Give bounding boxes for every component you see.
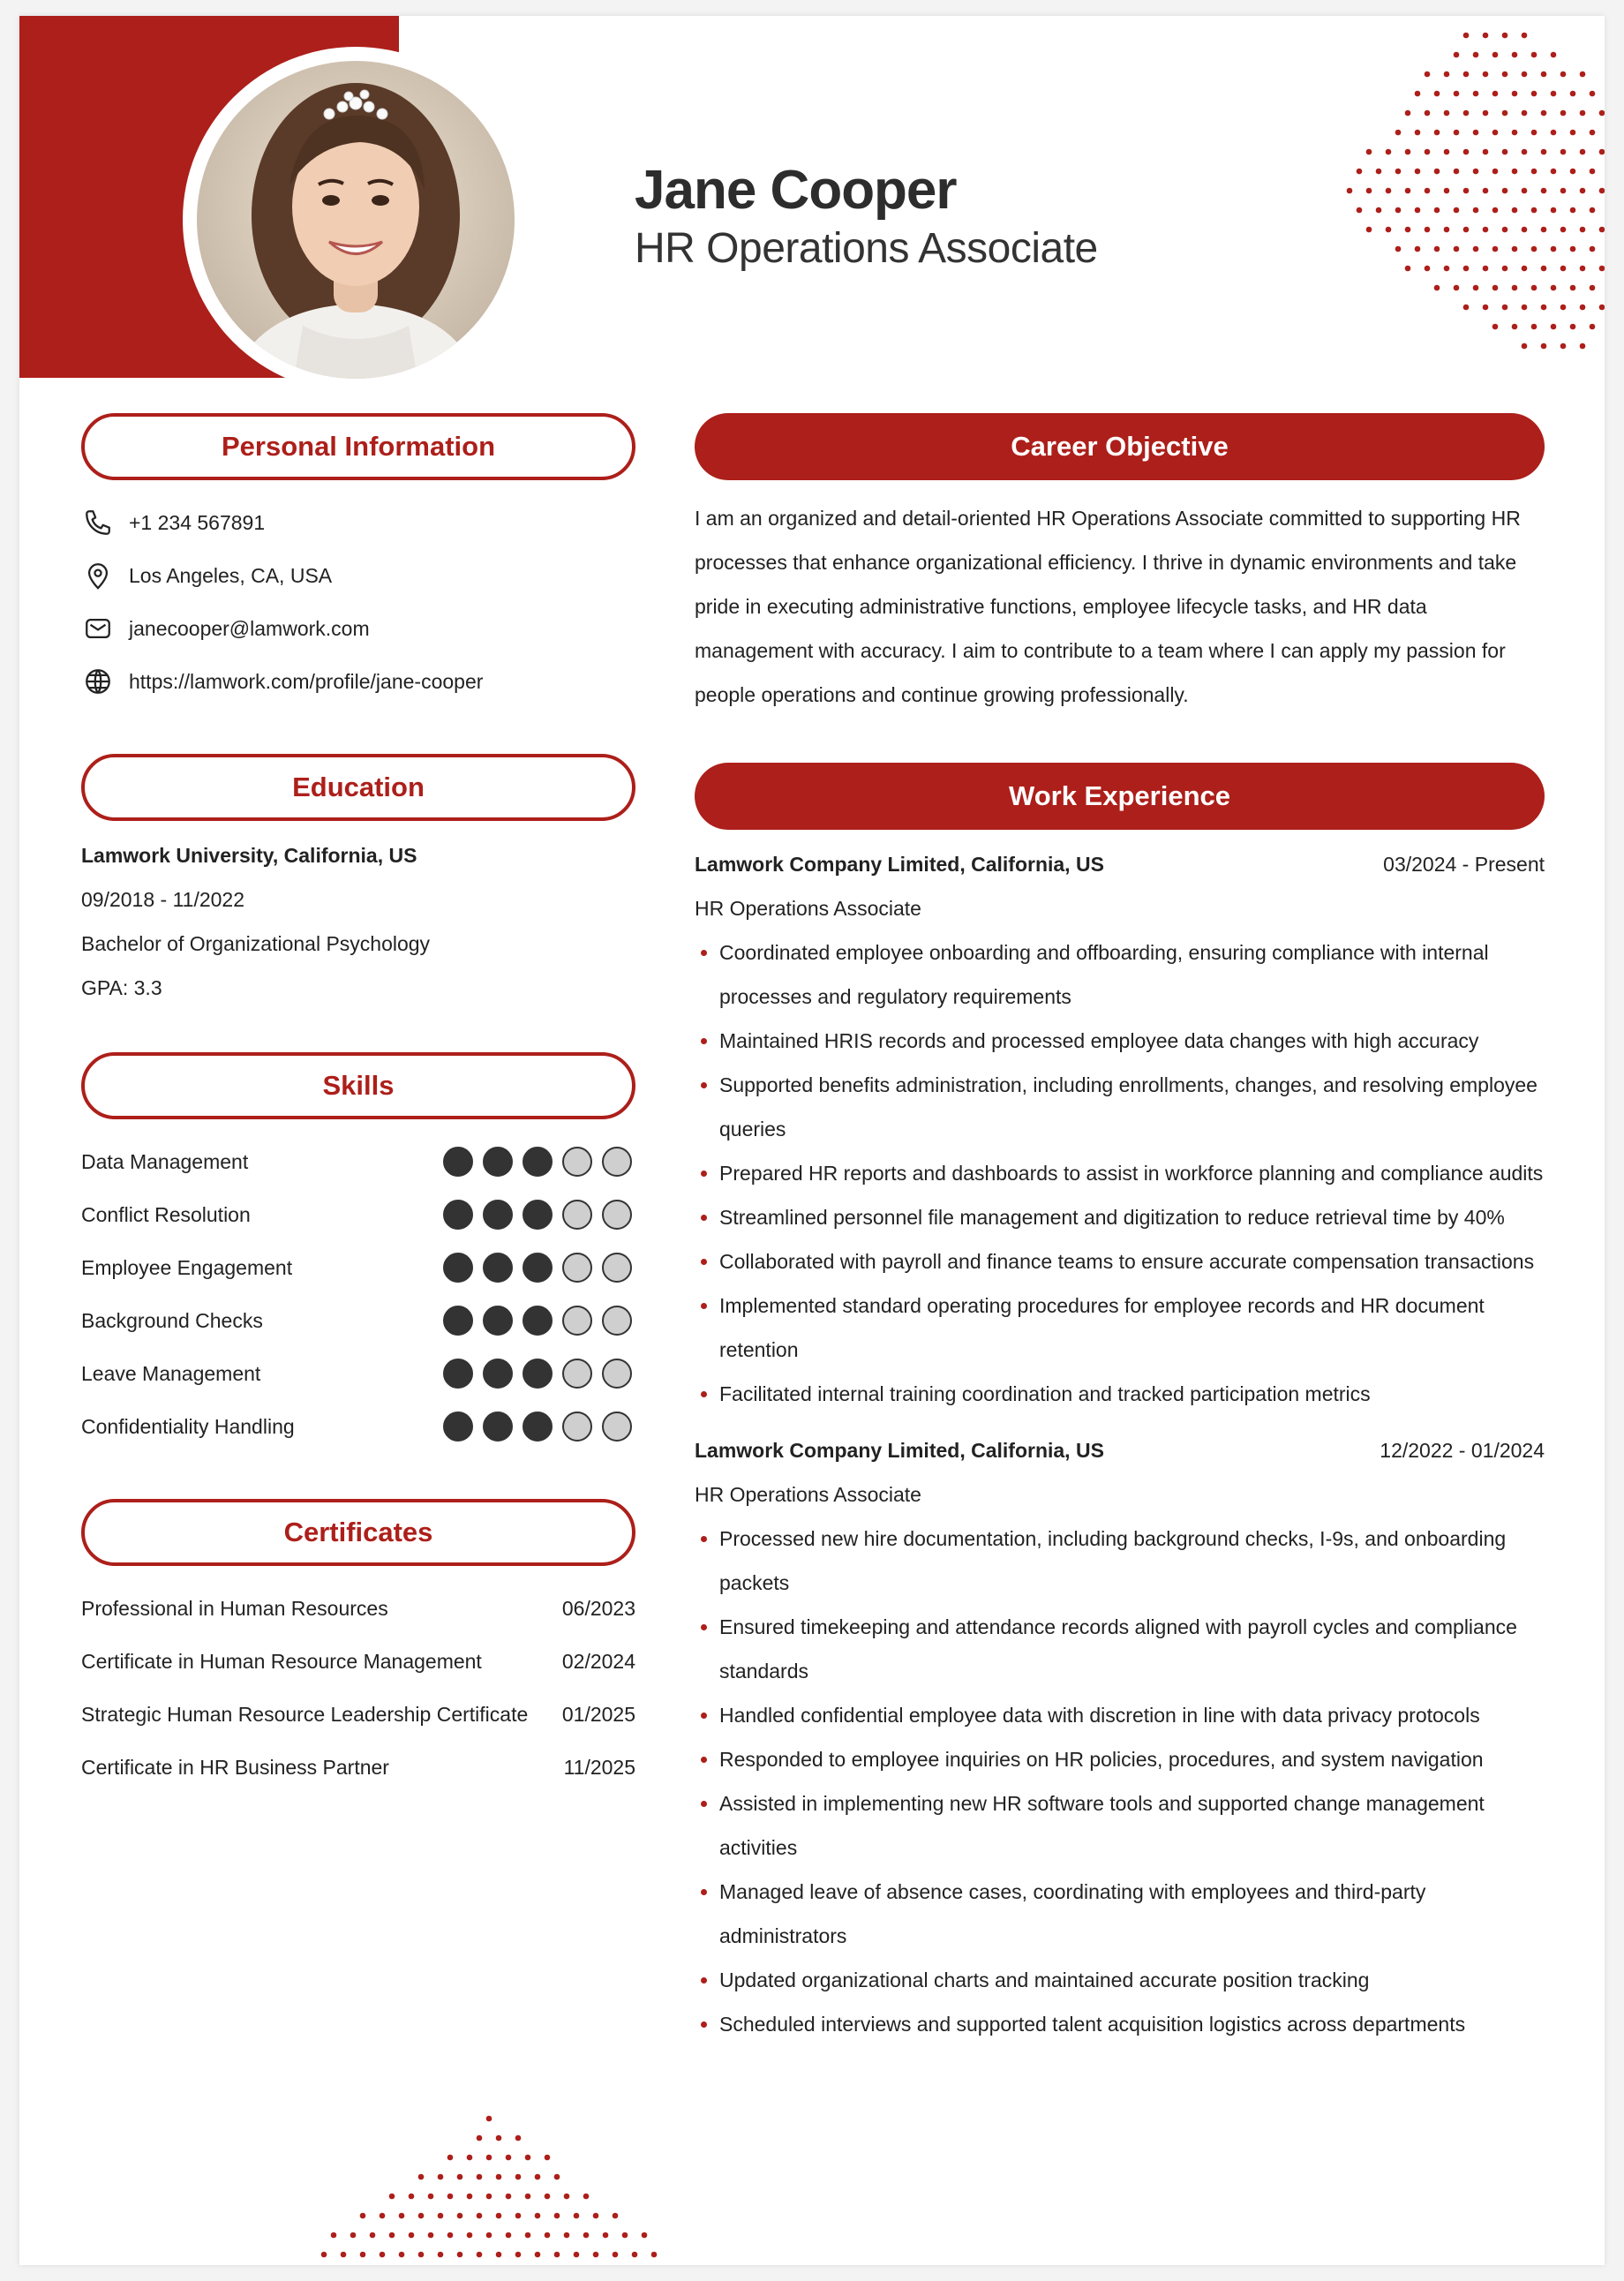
certificate-name: Professional in Human Resources	[81, 1596, 388, 1620]
skill-row	[81, 1347, 635, 1400]
skills-list	[81, 1135, 635, 1453]
job-bullets	[695, 1517, 1545, 2046]
rating-dot-empty	[602, 1306, 632, 1336]
contact-list	[81, 496, 635, 708]
job-header	[695, 842, 1545, 886]
contact-website-text[interactable]: https://lamwork.com/profile/jane-cooper	[129, 669, 484, 693]
job-entry	[695, 842, 1545, 1416]
rating-dot-filled	[523, 1306, 553, 1336]
job-role: HR Operations Associate	[695, 1483, 921, 1506]
job-bullets	[695, 930, 1545, 1416]
certificate-date: 11/2025	[563, 1755, 635, 1779]
right-column	[695, 413, 1545, 2046]
job-bullet: Prepared HR reports and dashboards to assist in workforce planning and compliance audits	[695, 1151, 1545, 1195]
job-bullet: Handled confidential employee data with discretion in line with data privacy protocols	[695, 1693, 1545, 1737]
left-column	[81, 413, 635, 1794]
candidate-title: HR Operations Associate	[635, 225, 1098, 272]
rating-dot-empty	[602, 1147, 632, 1177]
job-bullet: Scheduled interviews and supported talent acquisition logistics across departments	[695, 2002, 1545, 2046]
mail-icon	[81, 612, 115, 645]
rating-dot-filled	[483, 1412, 513, 1442]
certificate-date: 06/2023	[561, 1596, 635, 1620]
decorative-dot-pattern-top-right	[1340, 16, 1605, 360]
certificates-list	[81, 1582, 635, 1794]
contact-email-text[interactable]: janecooper@lamwork.com	[129, 616, 370, 640]
rating-dot-filled	[443, 1306, 473, 1336]
job-bullet: Coordinated employee onboarding and offboarding, ensuring compliance with internal processes and regulatory requirements	[695, 930, 1545, 1019]
location-pin-icon	[81, 559, 115, 592]
job-dates: 12/2022 - 01/2024	[1380, 1439, 1545, 1462]
job-bullet: Managed leave of absence cases, coordinating with employees and third-party administrators	[695, 1870, 1545, 1958]
education-degree: Bachelor of Organizational Psychology	[81, 932, 431, 955]
work-experience-list	[695, 842, 1545, 2046]
skill-rating	[443, 1253, 632, 1283]
profile-photo	[197, 61, 515, 379]
rating-dot-empty	[562, 1200, 592, 1230]
job-bullet: Supported benefits administration, including enrollments, changes, and resolving employee queries	[695, 1063, 1545, 1151]
rating-dot-empty	[602, 1359, 632, 1389]
job-bullet: Processed new hire documentation, including background checks, I-9s, and onboarding packets	[695, 1517, 1545, 1605]
skill-row	[81, 1400, 635, 1453]
job-bullet: Streamlined personnel file management and digitization to reduce retrieval time by 40%	[695, 1195, 1545, 1239]
job-company: Lamwork Company Limited, California, US	[695, 1439, 1104, 1462]
contact-website	[81, 655, 635, 708]
contact-phone	[81, 496, 635, 549]
contact-email	[81, 602, 635, 655]
rating-dot-empty	[602, 1253, 632, 1283]
skill-rating	[443, 1200, 632, 1230]
globe-icon	[81, 665, 115, 698]
rating-dot-filled	[483, 1359, 513, 1389]
job-bullet: Facilitated internal training coordination and tracked participation metrics	[695, 1372, 1545, 1416]
rating-dot-filled	[443, 1359, 473, 1389]
rating-dot-filled	[443, 1253, 473, 1283]
education-dates: 09/2018 - 11/2022	[81, 888, 245, 911]
certificates-heading: Certificates	[81, 1499, 635, 1566]
job-dates: 03/2024 - Present	[1383, 853, 1545, 876]
certificate-name: Certificate in Human Resource Management	[81, 1649, 482, 1673]
rating-dot-filled	[443, 1147, 473, 1177]
skill-rating	[443, 1147, 632, 1177]
certificate-name: Strategic Human Resource Leadership Certificate	[81, 1702, 529, 1726]
skills-heading: Skills	[81, 1052, 635, 1119]
skill-name: Employee Engagement	[81, 1255, 293, 1279]
rating-dot-filled	[483, 1200, 513, 1230]
rating-dot-empty	[562, 1147, 592, 1177]
skill-row	[81, 1294, 635, 1347]
rating-dot-filled	[523, 1359, 553, 1389]
certificate-row	[81, 1582, 635, 1635]
decorative-dot-pattern-bottom	[275, 2080, 699, 2265]
job-bullet: Collaborated with payroll and finance teams to ensure accurate compensation transactions	[695, 1239, 1545, 1284]
job-bullet: Updated organizational charts and maintained accurate position tracking	[695, 1958, 1545, 2002]
job-bullet: Assisted in implementing new HR software tools and supported change management activities	[695, 1781, 1545, 1870]
job-bullet: Ensured timekeeping and attendance records aligned with payroll cycles and compliance standards	[695, 1605, 1545, 1693]
rating-dot-filled	[443, 1412, 473, 1442]
skill-name: Conflict Resolution	[81, 1202, 251, 1226]
job-bullet: Maintained HRIS records and processed employee data changes with high accuracy	[695, 1019, 1545, 1063]
rating-dot-empty	[602, 1412, 632, 1442]
personal-info-heading: Personal Information	[81, 413, 635, 480]
skill-row	[81, 1135, 635, 1188]
skill-row	[81, 1188, 635, 1241]
rating-dot-filled	[443, 1200, 473, 1230]
rating-dot-filled	[523, 1200, 553, 1230]
job-header	[695, 1428, 1545, 1472]
contact-location	[81, 549, 635, 602]
contact-location-text: Los Angeles, CA, USA	[129, 563, 333, 587]
education-school: Lamwork University, California, US	[81, 844, 417, 867]
rating-dot-filled	[483, 1306, 513, 1336]
rating-dot-filled	[523, 1412, 553, 1442]
job-company: Lamwork Company Limited, California, US	[695, 853, 1104, 876]
resume-page	[19, 16, 1605, 2265]
rating-dot-empty	[562, 1359, 592, 1389]
job-bullet: Responded to employee inquiries on HR policies, procedures, and system navigation	[695, 1737, 1545, 1781]
career-objective-heading: Career Objective	[695, 413, 1545, 480]
skill-name: Background Checks	[81, 1308, 263, 1332]
phone-icon	[81, 506, 115, 539]
rating-dot-empty	[562, 1306, 592, 1336]
skill-row	[81, 1241, 635, 1294]
candidate-name: Jane Cooper	[635, 160, 957, 221]
skill-rating	[443, 1412, 632, 1442]
skill-rating	[443, 1306, 632, 1336]
rating-dot-filled	[483, 1253, 513, 1283]
rating-dot-filled	[483, 1147, 513, 1177]
work-experience-heading: Work Experience	[695, 763, 1545, 830]
education-heading: Education	[81, 754, 635, 821]
rating-dot-filled	[523, 1253, 553, 1283]
job-entry	[695, 1428, 1545, 2046]
job-bullet: Implemented standard operating procedures for employee records and HR document retention	[695, 1284, 1545, 1372]
certificate-row	[81, 1635, 635, 1688]
rating-dot-empty	[602, 1200, 632, 1230]
contact-phone-text[interactable]: +1 234 567891	[129, 510, 266, 534]
rating-dot-empty	[562, 1253, 592, 1283]
rating-dot-filled	[523, 1147, 553, 1177]
profile-photo-frame	[183, 47, 529, 393]
skill-name: Confidentiality Handling	[81, 1414, 295, 1438]
career-objective-text: I am an organized and detail-oriented HR Operations Associate committed to supporting HR processes that enhance organizational efficiency. I thrive in dynamic environments and take pride in executing administrative functions, employee lifecycle tasks, and HR data management with accuracy. I aim to contribute to a team where I can apply my passion for people operations and continue growing professionally.	[695, 507, 1521, 706]
certificate-date: 02/2024	[561, 1649, 635, 1673]
skill-name: Leave Management	[81, 1361, 261, 1385]
job-role: HR Operations Associate	[695, 897, 921, 920]
education-entry	[81, 833, 635, 1010]
certificate-date: 01/2025	[561, 1702, 635, 1726]
skill-name: Data Management	[81, 1149, 249, 1173]
skill-rating	[443, 1359, 632, 1389]
certificate-name: Certificate in HR Business Partner	[81, 1755, 389, 1779]
certificate-row	[81, 1688, 635, 1741]
rating-dot-empty	[562, 1412, 592, 1442]
certificate-row	[81, 1741, 635, 1794]
education-gpa: GPA: 3.3	[81, 976, 162, 999]
